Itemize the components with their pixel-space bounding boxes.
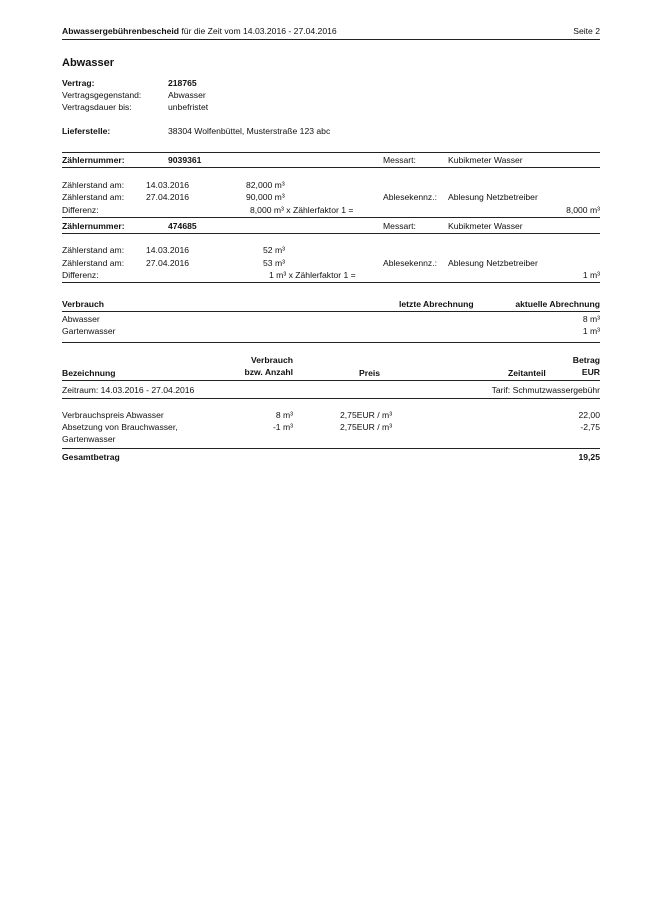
meter1-diff-result: 8,000 m³ xyxy=(566,205,600,215)
header-title-bold: Abwassergebührenbescheid xyxy=(62,26,180,36)
meter2-stand1-label: Zählerstand am: xyxy=(62,245,125,255)
consumption-header-divider xyxy=(62,311,600,312)
meter1-messart-label: Messart: xyxy=(383,155,416,165)
billing-zeitraum: Zeitraum: 14.03.2016 - 27.04.2016 xyxy=(62,385,195,395)
billing-row2-qty: -1 m³ xyxy=(272,422,293,432)
meter1-stand2-value: 90,000 m³ xyxy=(246,192,285,202)
consumption-row-abwasser: Abwasser xyxy=(62,314,100,324)
meter2-stand1-date: 14.03.2016 xyxy=(146,245,190,255)
meter1-stand2-label: Zählerstand am: xyxy=(62,192,125,202)
page-number: Seite 2 xyxy=(573,26,600,36)
total-label: Gesamtbetrag xyxy=(62,452,120,462)
dauer-value: unbefristet xyxy=(168,102,209,112)
lieferstelle-value: 38304 Wolfenbüttel, Musterstraße 123 abc xyxy=(168,126,331,136)
meter2-stand1-value: 52 m³ xyxy=(263,245,285,255)
vertrag-label: Vertrag: xyxy=(62,78,95,88)
consumption-row-gartenwasser-current: 1 m³ xyxy=(582,326,600,336)
meter2-ablese-label: Ablesekennz.: xyxy=(383,258,437,268)
consumption-header-current: aktuelle Abrechnung xyxy=(515,299,600,309)
gegenstand-label: Vertragsgegenstand: xyxy=(62,90,142,100)
gegenstand-value: Abwasser xyxy=(168,90,206,100)
meter1-divider xyxy=(62,167,600,168)
meter1-end-divider xyxy=(62,217,600,218)
meter1-stand1-label: Zählerstand am: xyxy=(62,180,125,190)
billing-col-zeitanteil: Zeitanteil xyxy=(508,368,546,378)
billing-row1-amount: 22,00 xyxy=(578,410,600,420)
billing-col-verbrauch-1: Verbrauch xyxy=(250,355,293,365)
lieferstelle-label: Lieferstelle: xyxy=(62,126,111,136)
meter2-divider xyxy=(62,233,600,234)
meter2-nummer-label: Zählernummer: xyxy=(62,221,125,231)
meter2-diff-label: Differenz: xyxy=(62,270,99,280)
section-title: Abwasser xyxy=(62,57,114,69)
meter1-diff-label: Differenz: xyxy=(62,205,99,215)
billing-col-preis: Preis xyxy=(359,368,381,378)
meter2-messart: Kubikmeter Wasser xyxy=(448,221,523,231)
meter1-messart: Kubikmeter Wasser xyxy=(448,155,523,165)
meter1-stand1-date: 14.03.2016 xyxy=(146,180,190,190)
billing-row1-qty: 8 m³ xyxy=(275,410,293,420)
billing-col-bezeichnung: Bezeichnung xyxy=(62,368,116,378)
billing-col-betrag-1: Betrag xyxy=(572,355,600,365)
billing-zeitraum-divider xyxy=(62,398,600,399)
meter2-stand2-label: Zählerstand am: xyxy=(62,258,125,268)
consumption-end-divider xyxy=(62,342,600,343)
header-title-rest: für die Zeit vom 14.03.2016 - 27.04.2016 xyxy=(179,26,337,36)
total-value: 19,25 xyxy=(578,452,600,462)
billing-row1-label: Verbrauchspreis Abwasser xyxy=(62,410,164,420)
consumption-row-abwasser-current: 8 m³ xyxy=(582,314,600,324)
billing-header-divider xyxy=(62,380,600,381)
consumption-header-label: Verbrauch xyxy=(62,299,105,309)
meter1-stand2-date: 27.04.2016 xyxy=(146,192,190,202)
billing-row1-price: 2,75EUR / m³ xyxy=(340,410,393,420)
meter2-end-divider xyxy=(62,282,600,283)
meter2-ablese-value: Ablesung Netzbetreiber xyxy=(448,258,538,268)
header-divider xyxy=(62,39,600,40)
consumption-header-last: letzte Abrechnung xyxy=(399,299,474,309)
meter1-ablese-label: Ablesekennz.: xyxy=(383,192,437,202)
billing-row2-label2: Gartenwasser xyxy=(62,434,116,444)
meter1-nummer-label: Zählernummer: xyxy=(62,155,125,165)
meter2-nummer: 474685 xyxy=(168,221,197,231)
dauer-label: Vertragsdauer bis: xyxy=(62,102,132,112)
billing-col-betrag-2: EUR xyxy=(581,367,600,377)
vertrag-value: 218765 xyxy=(168,78,197,88)
contract-divider xyxy=(62,152,600,153)
meter1-diff-calc: 8,000 m³ x Zählerfaktor 1 = xyxy=(250,205,354,215)
meter2-diff-result: 1 m³ xyxy=(582,270,600,280)
meter2-stand2-date: 27.04.2016 xyxy=(146,258,190,268)
billing-row2-amount: -2,75 xyxy=(580,422,600,432)
meter2-diff-calc: 1 m³ x Zählerfaktor 1 = xyxy=(269,270,356,280)
meter2-stand2-value: 53 m³ xyxy=(263,258,285,268)
billing-col-verbrauch-2: bzw. Anzahl xyxy=(244,367,293,377)
document-header xyxy=(62,26,337,37)
consumption-row-gartenwasser: Gartenwasser xyxy=(62,326,116,336)
meter1-ablese-value: Ablesung Netzbetreiber xyxy=(448,192,538,202)
meter1-stand1-value: 82,000 m³ xyxy=(246,180,285,190)
billing-tarif: Tarif: Schmutzwassergebühr xyxy=(491,385,600,395)
meter2-messart-label: Messart: xyxy=(383,221,416,231)
billing-row2-price: 2,75EUR / m³ xyxy=(340,422,393,432)
billing-total-divider xyxy=(62,448,600,449)
meter1-nummer: 9039361 xyxy=(168,155,202,165)
billing-row2-label: Absetzung von Brauchwasser, xyxy=(62,422,178,432)
